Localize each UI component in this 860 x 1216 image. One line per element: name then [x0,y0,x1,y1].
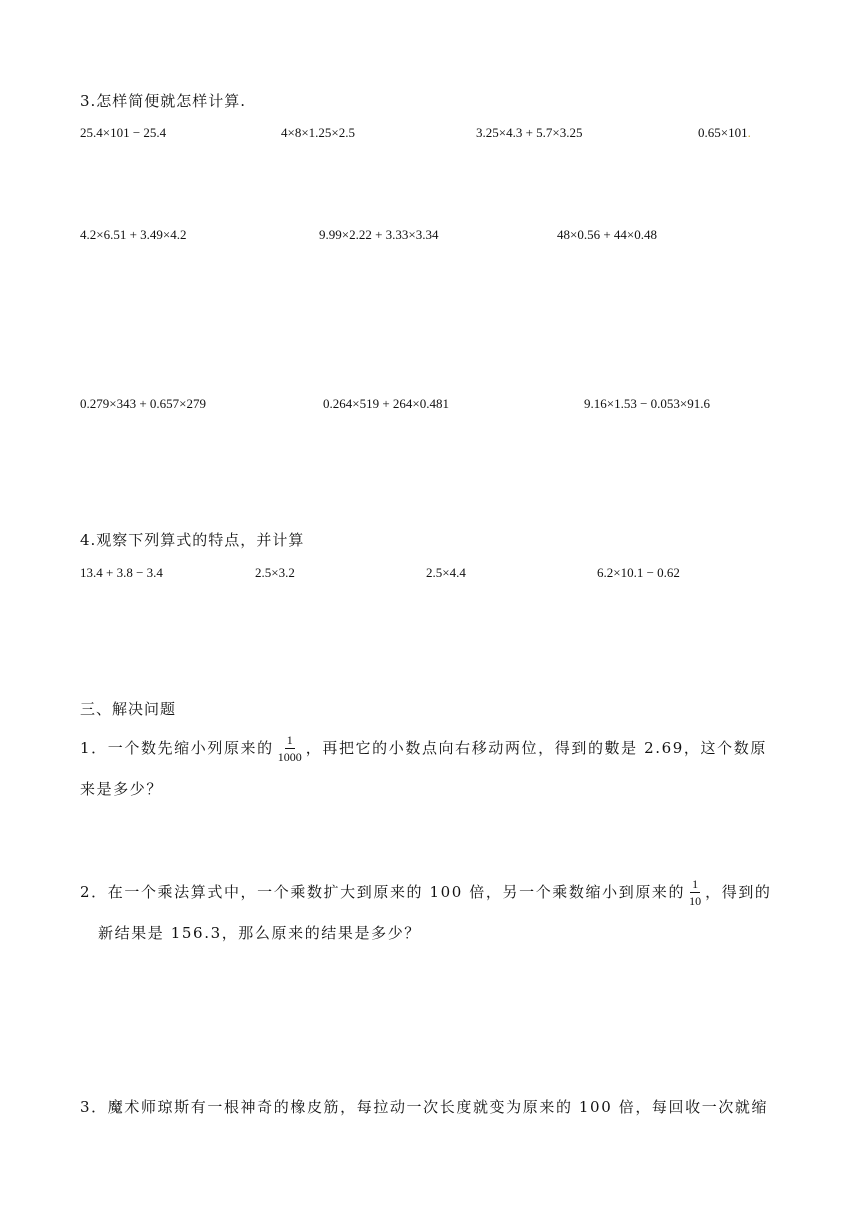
expression-3-1: 25.4×101 − 25.4 [80,125,167,140]
section-4-heading: 4.观察下列算式的特点，并计算 [80,531,305,549]
problem-2-line-1 [80,872,772,912]
problem-1-line-1 [80,728,767,768]
expression-3-7: 48×0.56 + 44×0.48 [557,227,657,242]
expression-3-4 [698,125,751,141]
expression-3-2: 4×8×1.25×2.5 [281,125,355,140]
expression-3-8: 0.279×343 + 0.657×279 [80,396,206,411]
problem-3-line-1: 3．魔术师琼斯有一根神奇的橡皮筋，每拉动一次长度就变为原来的 100 倍，每回收一次就缩 [80,1098,769,1116]
expression-3-10: 9.16×1.53 − 0.053×91.6 [584,396,710,411]
fraction-numerator: 1 [692,876,699,891]
problem-2-line-2: 新结果是 156.3，那么原来的结果是多少？ [98,924,421,942]
expression-3-9: 0.264×519 + 264×0.481 [323,396,449,411]
problem-1-text-before: 1．一个数先缩小列原来的 [80,739,274,757]
section-3-heading: 3.怎样简便就怎样计算. [80,92,247,110]
expression-4-4: 6.2×10.1 − 0.62 [597,565,680,580]
problem-2-text-before: 2．在一个乘法算式中，一个乘数扩大到原来的 100 倍，另一个乘数缩小到原来的 [80,883,686,901]
problem-1-text-after: ，再把它的小数点向右移动两位，得到的數是 2.69，这个数原 [305,739,767,757]
expression-3-5: 4.2×6.51 + 3.49×4.2 [80,227,187,242]
expression-3-4-text: 0.65×101 [698,125,748,140]
problem-2-text-after: ，得到的 [705,883,772,901]
trailing-dot: . [747,125,751,140]
expression-4-3: 2.5×4.4 [426,565,466,580]
expression-4-1: 13.4 + 3.8 − 3.4 [80,565,163,580]
fraction-numerator: 1 [286,732,293,747]
fraction-denominator: 1000 [277,749,302,764]
fraction-1-over-1000 [276,733,304,764]
expression-3-3: 3.25×4.3 + 5.7×3.25 [476,125,583,140]
fraction-1-over-10 [687,877,703,908]
fraction-denominator: 10 [689,893,702,908]
problem-1-line-2: 来是多少？ [80,780,164,798]
part-3-heading: 三、解决问题 [80,700,177,718]
expression-3-6: 9.99×2.22 + 3.33×3.34 [319,227,439,242]
expression-4-2: 2.5×3.2 [255,565,295,580]
